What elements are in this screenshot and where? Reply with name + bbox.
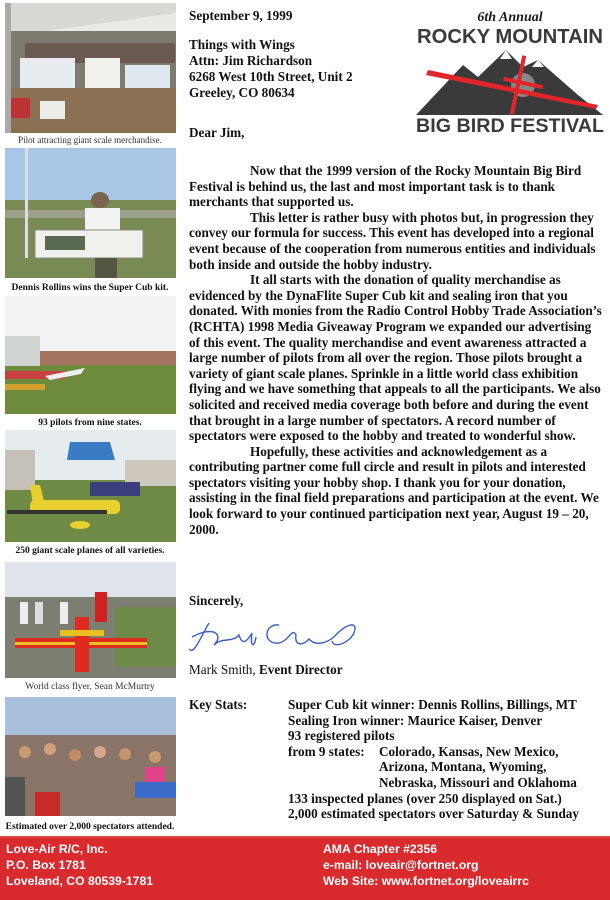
logo-line3: BIG BIRD FESTIVAL [416, 116, 605, 135]
letter-body [189, 163, 603, 537]
salutation: Dear Jim, [189, 125, 245, 140]
yellow-plane-photo [5, 430, 176, 542]
stat-item: Super Cub kit winner: Dennis Rollins, Billings, MT [288, 697, 577, 712]
photo-caption: World class flyer, Sean McMurtry [25, 682, 155, 692]
stat-item: 2,000 estimated spectators over Saturday & Sunday [288, 806, 579, 822]
winner-with-kit-photo [5, 148, 176, 278]
signer-name: Mark Smith, [189, 662, 256, 677]
spectators-photo [5, 697, 176, 816]
recipient-line: Things with Wings [189, 37, 295, 52]
photo-caption: 250 giant scale planes of all varieties. [15, 546, 165, 556]
red-plane-photo [5, 562, 176, 678]
logo-line2: ROCKY MOUNTAIN [417, 26, 603, 48]
photo-caption: 93 pilots from nine states. [38, 418, 142, 428]
paragraph: Now that the 1999 version of the Rocky Mountain Big Bird Festival is behind us, the last and most important task is to thank merchants that supported us. [189, 163, 582, 210]
photo-caption: Dennis Rollins wins the Super Cub kit. [11, 283, 169, 293]
footer-pobox: P.O. Box 1781 [6, 858, 86, 872]
paragraph: It all starts with the donation of quality merchandise as evidenced by the DynaFlite Super Cub kit and sealing iron that you donated. With monies from the Radio Control Hobby Trade Association’s (RCHTA) 1998 Media Giveaway Program we expanded our advertising of this event. The quality merchandise and event awareness attracted a large number of pilots from all over the region. Those pilots brought a variety of giant scale planes. Sprinkle in a little world class exhibition flying and we have something that appeals to all the participants. We also solicited and received media coverage both before and during the event that brought in a large number of spectators. A record number of spectators were exposed to the hobby and treated to wonderful show. [189, 272, 602, 444]
footer-city: Loveland, CO 80539-1781 [6, 874, 153, 888]
logo-line1: 6th Annual [477, 10, 543, 25]
paragraph: Hopefully, these activities and acknowledgement as a contributing partner come full circle and result in pilots and interested spectators visiting your hobby shop. I thank you for your donation, assisting in the final field preparations and participation at the event. We look forward to your continued participation next year, August 19 – 20, 2000. [189, 443, 599, 537]
states-line: Nebraska, Missouri and Oklahoma [379, 774, 577, 790]
paragraph: This letter is rather busy with photos but, in progression they convey our formula for success. This event has developed into a regional event because of the cooperation from numerous entities and individuals both inside and outside the hobby industry. [189, 209, 596, 272]
footer-ama: AMA Chapter #2356 [323, 842, 438, 856]
key-stats-label: Key Stats: [189, 697, 248, 712]
signer [189, 662, 607, 678]
stat-item: Sealing Iron winner: Maurice Kaiser, Denver [288, 712, 543, 728]
stat-item: 133 inspected planes (over 250 displayed on Sat.) [288, 790, 562, 806]
signer-title: Event Director [258, 662, 343, 677]
recipient-line: Attn: Jim Richardson [189, 53, 313, 68]
states-line: Arizona, Montana, Wyoming, [379, 759, 547, 775]
states-label: from 9 states: [288, 743, 365, 759]
recipient-line: Greeley, CO 80634 [189, 85, 295, 100]
footer-company: Love-Air R/C, Inc. [6, 842, 108, 856]
footer [0, 838, 610, 900]
photo-caption: Estimated over 2,000 spectators attended. [5, 822, 175, 832]
closing: Sincerely, [189, 593, 244, 608]
stat-item: 93 registered pilots [288, 728, 395, 744]
recipient-line: 6268 West 10th Street, Unit 2 [189, 69, 353, 84]
letter-date: September 9, 1999 [189, 8, 293, 23]
footer-email[interactable]: e-mail: loveair@fortnet.org [323, 858, 479, 872]
states-line: Colorado, Kansas, New Mexico, [379, 743, 559, 759]
flying-field-photo [5, 296, 176, 414]
merchandise-tent-photo [5, 3, 176, 133]
footer-website[interactable]: Web Site: www.fortnet.org/loveairrc [323, 874, 529, 888]
photo-caption: Pilot attracting giant scale merchandise. [18, 135, 162, 145]
